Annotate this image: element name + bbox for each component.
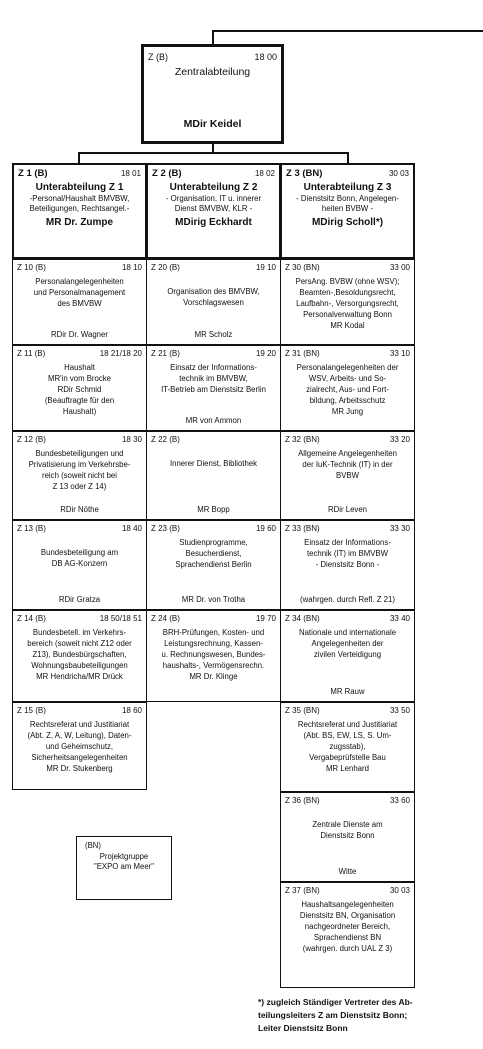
unit-body [13,625,146,682]
unit-body [281,274,414,331]
unit-head: (wahrgen. durch Refl. Z 21) [300,594,395,604]
unit-header [13,611,146,625]
unit-box [280,520,415,610]
unit-number: 30 03 [389,886,410,895]
unit-line: Z 13 oder Z 14) [52,481,107,491]
subdivision-head: MDirig Eckhardt [175,216,252,228]
unit-line: Personalverwaltung Bonn [303,309,392,319]
unit-number: 18 40 [121,524,142,533]
subdivision-desc-line: -Personal/Haushalt BMVBW, [29,193,130,203]
unit-body [281,897,414,954]
unit-code: Z 22 (B) [151,435,180,444]
unit-line: Privatisierung im Verkehrsbe- [28,459,131,469]
unit-line: Vorschlagswesen [183,297,244,307]
connector-top-horizontal [212,30,483,32]
unit-box [280,345,415,431]
unit-code: Z 14 (B) [17,614,46,623]
unit-line: zialrecht, Aus- und Fort- [306,384,389,394]
unit-number: 33 50 [389,706,410,715]
unit-line: Haushalt [64,362,95,372]
unit-line: der IuK-Technik (IT) in der [302,459,393,469]
subdivision-head: MR Dr. Zumpe [45,216,114,228]
unit-header [13,703,146,717]
unit-number: 33 00 [389,263,410,272]
unit-header [281,793,414,807]
top-number: 18 00 [254,52,277,62]
unit-code: Z 36 (BN) [285,796,320,805]
connector-top-vertical [212,30,214,44]
unit-head: MR Bopp [197,504,230,514]
unit-line [17,537,142,547]
unit-line: Einsatz der Informations- [304,537,391,547]
project-code: (BN) [85,841,102,850]
subdivision-desc-line: Beteiligungen, Rechtsangel.- [29,203,130,213]
unit-line: Rechtsreferat und Justitiariat [297,719,398,729]
unit-box [280,610,415,702]
unit-line: MR Dr. Klinge [189,671,238,681]
unit-line: Organisation des BMVBW, [167,286,260,296]
subdivision-box [146,163,281,259]
unit-body [13,535,146,569]
unit-header [281,883,414,897]
unit-head: MR Rauw [330,686,365,696]
unit-line: bildung, Arbeitsschutz [309,395,386,405]
project-line-1: Projektgruppe [99,851,149,861]
unit-line: RDir Schmid [57,384,102,394]
unit-line: Allgemeine Angelegenheiten [298,448,397,458]
unit-number: 33 40 [389,614,410,623]
unit-head: RDir Nöthe [60,504,99,514]
unit-body [281,360,414,417]
unit-line: Sprachendienst Berlin [175,559,252,569]
unit-box [146,610,281,702]
unit-line: bereich (soweit nicht Z12 oder [27,638,132,648]
unit-body [281,717,414,774]
subdivision-desc-line: heiten BVBW - [321,203,374,213]
subdivision-code: Z 3 (BN) [286,168,323,179]
unit-box [12,702,147,790]
unit-box [12,345,147,431]
subdivision-header [148,165,279,180]
unit-box [12,259,147,345]
unit-head: RDir Gratza [58,594,101,604]
unit-line: Sprachendienst BN [313,932,382,942]
unit-box [280,882,415,988]
unit-line: Angelegenheiten der [311,638,384,648]
project-group-box [76,836,172,900]
unit-line: zivilen Verteidigung [313,649,382,659]
unit-head: MR Scholz [194,329,233,339]
unit-box [146,259,281,345]
unit-body [13,360,146,417]
unit-body [13,717,146,774]
unit-code: Z 21 (B) [151,349,180,358]
unit-header [13,346,146,360]
subdivision-box [280,163,415,259]
unit-line: Wohnungsbaubeteiligungen [31,660,128,670]
unit-code: Z 33 (BN) [285,524,320,533]
unit-number: 33 20 [389,435,410,444]
subdivision-number: 30 03 [388,169,409,178]
unit-line: Bundesbeteiligung am [40,547,119,557]
subdivision-desc-line: Dienst BMVBW, KLR - [174,203,253,213]
unit-number: 18 30 [121,435,142,444]
unit-line: Rechtsreferat und Justitiariat [29,719,130,729]
unit-line: Z13), Bundesbürgschaften, [32,649,127,659]
unit-header [147,260,280,274]
connector-branch-horizontal [78,152,348,154]
unit-code: Z 10 (B) [17,263,46,272]
unit-line: Vergabeprüfstelle Bau [309,752,386,762]
subdivision-title: Unterabteilung Z 3 [303,181,392,193]
unit-line: MR Jung [331,406,364,416]
unit-line: BRH-Prüfungen, Kosten- und [162,627,265,637]
subdivision-number: 18 02 [254,169,275,178]
unit-header [281,260,414,274]
unit-line: technik (IT) im BMVBW [306,548,388,558]
unit-code: Z 30 (BN) [285,263,320,272]
unit-head: RDir Dr. Wagner [51,329,108,339]
unit-line: Studienprogramme, [179,537,248,547]
unit-line: (wahrgen. durch UAL Z 3) [302,943,393,953]
unit-number: 33 30 [389,524,410,533]
unit-line: IT-Betrieb am Dienstsitz Berlin [161,384,266,394]
unit-header [281,346,414,360]
unit-header [147,432,280,446]
subdivision-desc-line: - Organisation, IT u. innerer [165,193,262,203]
unit-line [151,448,276,458]
connector-mid-vertical [212,144,214,152]
unit-box [12,431,147,520]
unit-code: Z 35 (BN) [285,706,320,715]
footnote-line-3: Leiter Dienstsitz Bonn [258,1023,348,1033]
unit-line: MR Lenhard [326,763,369,773]
unit-head: MR Dr. von Trotha [181,594,246,604]
unit-line: Beamten-,Besoldungsrecht, [299,287,396,297]
unit-line: WSV, Arbeits- und So- [308,373,387,383]
unit-line: Dienstsitz BN, Organisation [299,910,396,920]
unit-code: Z 32 (BN) [285,435,320,444]
unit-line: MR Dr. Stukenberg [46,763,113,773]
unit-box [280,259,415,345]
unit-header [147,611,280,625]
top-department-box [141,44,284,144]
unit-body [281,807,414,841]
unit-header [281,432,414,446]
unit-code: Z 24 (B) [151,614,180,623]
unit-head: RDir Leven [328,504,367,514]
unit-line: Leistungsrechnung, Kassen- [164,638,263,648]
unit-body [147,360,280,395]
top-code: Z (B) [148,52,168,62]
unit-body [13,274,146,309]
unit-line: und Personalmanagement [33,287,126,297]
unit-line: Nationale und internationale [298,627,397,637]
subdivision-box [12,163,147,259]
unit-line: zugsstab), [329,741,366,751]
unit-box [146,520,281,610]
footnote [258,996,483,1035]
unit-header [13,521,146,535]
subdivision-head: MDirig Scholl*) [311,216,384,228]
unit-number: 18 21/18 20 [99,349,142,358]
footnote-line-2: teilungsleiters Z am Dienstsitz Bonn; [258,1010,408,1020]
unit-line: BVBW [336,470,359,480]
unit-line: MR Hendricha/MR Drück [36,671,123,681]
unit-line: Zentrale Dienste am [312,819,383,829]
unit-line: Bundesbeteiligungen und [35,448,124,458]
unit-number: 19 20 [255,349,276,358]
unit-code: Z 31 (BN) [285,349,320,358]
top-title: Zentralabteilung [174,65,251,78]
unit-line: Einsatz der Informations- [170,362,257,372]
unit-box [12,610,147,702]
subdivision-code: Z 1 (B) [18,168,48,179]
unit-box [280,431,415,520]
unit-number: 18 50/18 51 [99,614,142,623]
unit-header [281,521,414,535]
unit-body [147,625,280,682]
unit-line: Laufbahn-, Versorgungsrecht, [296,298,399,308]
unit-number: 19 10 [255,263,276,272]
unit-line: PersAng. BVBW (ohne WSV); [295,276,400,286]
unit-code: Z 12 (B) [17,435,46,444]
unit-line: (Abt. Z, A, W, Leitung), Daten- [27,730,132,740]
unit-body [281,625,414,660]
unit-line: Innerer Dienst, Bibliothek [169,458,258,468]
unit-line: DB AG-Konzern [51,558,108,568]
unit-header [147,346,280,360]
unit-body [147,535,280,570]
unit-line: - Dienstsitz Bonn - [315,559,380,569]
unit-code: Z 23 (B) [151,524,180,533]
footnote-line-1: *) zugleich Ständiger Vertreter des Ab- [258,997,413,1007]
project-line-2: "EXPO am Meer" [93,862,155,871]
subdivision-title: Unterabteilung Z 2 [169,181,258,193]
unit-line [151,276,276,286]
subdivision-header [282,165,413,180]
unit-header [281,611,414,625]
unit-number: 33 60 [389,796,410,805]
unit-body [147,274,280,308]
unit-line: Dienstsitz Bonn [320,830,375,840]
unit-header [13,432,146,446]
unit-line: Personalangelegenheiten [35,276,124,286]
unit-body [281,535,414,570]
unit-body [281,446,414,481]
subdivision-desc-line: - Dienstsitz Bonn, Angelegen- [296,193,399,203]
unit-code: Z 20 (B) [151,263,180,272]
unit-line: Sicherheitsangelegenheiten [31,752,128,762]
unit-code: Z 37 (BN) [285,886,320,895]
unit-line: Haushaltsangelegenheiten [301,899,394,909]
unit-number: 19 70 [255,614,276,623]
unit-line: und Geheimschutz, [45,741,114,751]
unit-number: 33 10 [389,349,410,358]
unit-line: (Abt. BS, EW, LS, S. Um- [303,730,392,740]
unit-number: 19 60 [255,524,276,533]
top-head: MDir Keidel [183,117,242,130]
unit-header [13,260,146,274]
unit-line: MR Kodal [330,320,365,330]
unit-line: MR'in vom Brocke [47,373,111,383]
subdivision-title: Unterabteilung Z 1 [35,181,124,193]
subdivision-number: 18 01 [120,169,141,178]
unit-header [147,521,280,535]
unit-line: Haushalt) [62,406,97,416]
unit-code: Z 11 (B) [17,349,46,358]
unit-box [12,520,147,610]
unit-head: Witte [338,866,357,876]
unit-line: (Beauftragte für den [44,395,115,405]
unit-line: nachgeordneter Bereich, [304,921,391,931]
unit-code: Z 13 (B) [17,524,46,533]
unit-line [285,809,410,819]
unit-line: technik im BMVBW, [179,373,248,383]
unit-box [146,345,281,431]
subdivision-code: Z 2 (B) [152,168,182,179]
subdivision-header [14,165,145,180]
unit-code: Z 34 (BN) [285,614,320,623]
unit-body [13,446,146,492]
unit-body [147,446,280,469]
unit-line: Bundesbetell. im Verkehrs- [32,627,127,637]
unit-code: Z 15 (B) [17,706,46,715]
unit-box [280,792,415,882]
unit-box [280,702,415,792]
unit-line: Besucherdienst, [185,548,242,558]
unit-number: 18 60 [121,706,142,715]
unit-line: reich (soweit nicht bei [42,470,117,480]
unit-line: u. Rechnungswesen, Bundes- [161,649,266,659]
unit-number: 18 10 [121,263,142,272]
unit-line: haushalts-, Vermögensrechn. [162,660,265,670]
unit-line: Personalangelegenheiten der [296,362,399,372]
unit-head: MR von Ammon [185,415,242,425]
unit-box [146,431,281,520]
unit-header [281,703,414,717]
unit-line: des BMVBW [57,298,102,308]
